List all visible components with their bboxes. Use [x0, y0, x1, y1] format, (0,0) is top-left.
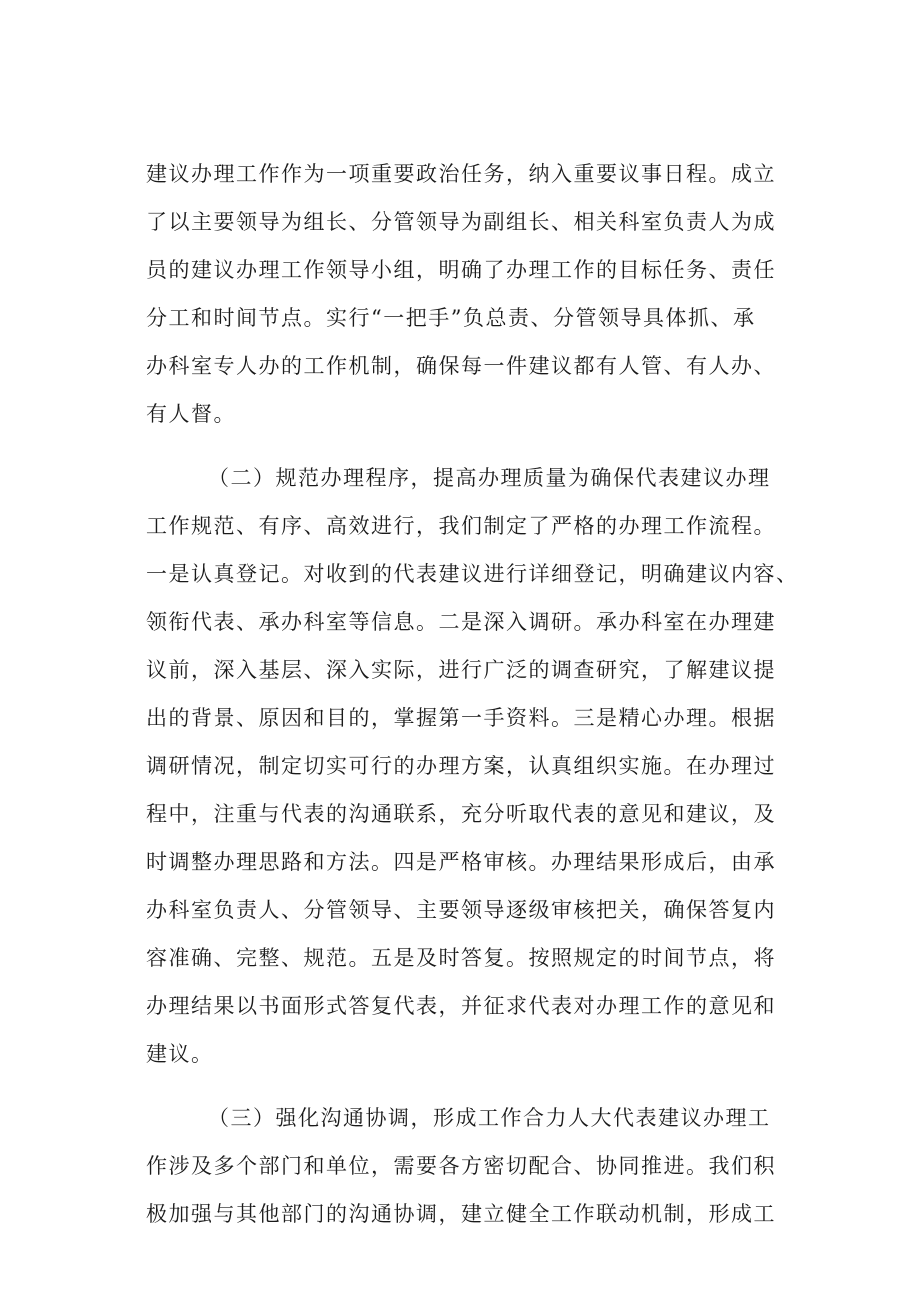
- text-line: 极加强与其他部门的沟通协调，建立健全工作联动机制，形成工: [146, 1202, 776, 1226]
- text-line: 了以主要领导为组长、分管领导为副组长、相关科室负责人为成: [146, 210, 776, 234]
- paragraph-gap: [146, 438, 806, 454]
- text-line: 员的建议办理工作领导小组，明确了办理工作的目标任务、责任: [146, 258, 776, 282]
- section-heading-line: （三）强化沟通协调，形成工作合力人大代表建议办理工: [208, 1106, 771, 1130]
- paragraph-1: [146, 150, 806, 438]
- text-line: 领衔代表、承办科室等信息。二是深入调研。承办科室在办理建: [146, 610, 776, 634]
- text-line: 办科室负责人、分管领导、主要领导逐级审核把关，确保答复内: [146, 898, 776, 922]
- text-line: 工作规范、有序、高效进行，我们制定了严格的办理工作流程。: [146, 514, 776, 538]
- text-line: 作涉及多个部门和单位，需要各方密切配合、协同推进。我们积: [146, 1154, 776, 1178]
- paragraph-2: [146, 454, 806, 1078]
- paragraph-gap: [146, 1078, 806, 1094]
- text-line: 有人督。: [146, 402, 236, 426]
- document-body: [146, 150, 806, 1238]
- text-line: 议前，深入基层、深入实际，进行广泛的调查研究，了解建议提: [146, 658, 776, 682]
- section-heading-line: （二）规范办理程序，提高办理质量为确保代表建议办理: [208, 466, 771, 490]
- text-line: 办科室专人办的工作机制，确保每一件建议都有人管、有人办、: [146, 354, 776, 378]
- text-line: 办理结果以书面形式答复代表，并征求代表对办理工作的意见和: [146, 994, 776, 1018]
- text-line: 容准确、完整、规范。五是及时答复。按照规定的时间节点，将: [146, 946, 776, 970]
- text-line: 程中，注重与代表的沟通联系，充分听取代表的意见和建议，及: [146, 802, 776, 826]
- text-line: 调研情况，制定切实可行的办理方案，认真组织实施。在办理过: [146, 754, 776, 778]
- text-line: 分工和时间节点。实行“一把手”负总责、分管领导具体抓、承: [146, 306, 756, 330]
- text-line: 出的背景、原因和目的，掌握第一手资料。三是精心办理。根据: [146, 706, 776, 730]
- text-line: 建议。: [146, 1042, 214, 1066]
- paragraph-3: [146, 1094, 806, 1238]
- text-line: 建议办理工作作为一项重要政治任务，纳入重要议事日程。成立: [146, 162, 776, 186]
- text-line: 一是认真登记。对收到的代表建议进行详细登记，明确建议内容、: [146, 562, 799, 586]
- text-line: 时调整办理思路和方法。四是严格审核。办理结果形成后，由承: [146, 850, 776, 874]
